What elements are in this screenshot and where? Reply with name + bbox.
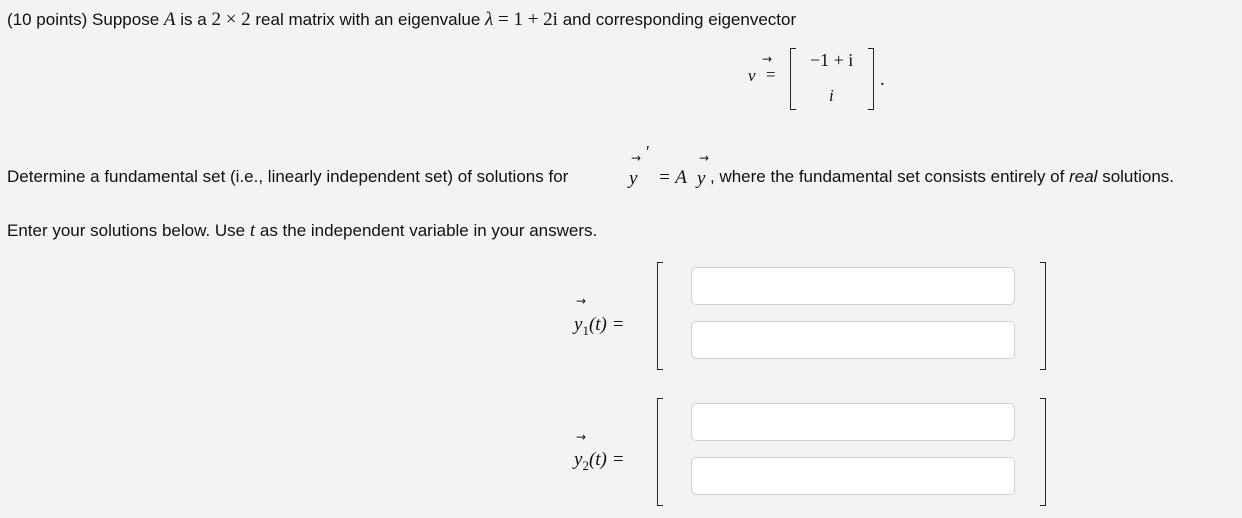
y2-arg: (t) = (588, 449, 625, 470)
y2-component-2-input[interactable] (691, 457, 1015, 495)
enter-suffix: as the independent variable in your answers. (259, 221, 598, 240)
matrix-dims: 2 × 2 (211, 9, 251, 30)
solutions-word: solutions. (1102, 167, 1175, 186)
y2-component-1-input[interactable] (691, 403, 1015, 441)
determine-prefix: Determine a fundamental set (i.e., linearly independent set) of solutions for (7, 167, 569, 186)
equals-sign: = (498, 9, 509, 30)
y1-component-1-input[interactable] (691, 267, 1015, 305)
right-bracket (868, 48, 874, 110)
vector-v: v (748, 66, 756, 85)
vector-top-entry: −1 + i (810, 50, 854, 70)
y2-symbol: y (574, 449, 583, 470)
eigenvalue: 1 + 2i (513, 9, 558, 30)
intro-prefix: (10 points) Suppose (7, 10, 160, 29)
determine-suffix: , where the fundamental set consists entirely of (710, 167, 1065, 186)
vector-arrow-icon: → (762, 52, 773, 66)
vector-arrow-icon: → (699, 151, 710, 165)
enter-prefix: Enter your solutions below. Use (7, 221, 246, 240)
problem-intro (7, 9, 796, 31)
real-word: real (1069, 167, 1098, 186)
y2-subscript: 2 (582, 457, 589, 473)
y1-label (574, 314, 624, 339)
y1-symbol: y (574, 314, 583, 335)
enter-instructions (7, 220, 597, 242)
intro-is-a: is a (180, 10, 207, 29)
y1-subscript: 1 (582, 322, 589, 338)
left-bracket (790, 48, 796, 110)
vector-arrow-icon: → (576, 430, 587, 444)
y-vector: y (697, 168, 706, 189)
t-variable: t (249, 220, 256, 241)
vector-arrow-icon: → (631, 151, 642, 165)
matrix-A: A (163, 9, 176, 30)
intro-middle: real matrix with an eigenvalue (255, 10, 481, 29)
y1-arg: (t) = (588, 314, 625, 335)
left-bracket (657, 262, 663, 370)
intro-suffix: and corresponding eigenvector (562, 10, 797, 29)
right-bracket (1040, 398, 1046, 506)
prime-mark: ′ (646, 142, 650, 161)
y-vector: y (629, 168, 638, 189)
vector-bottom-entry: i (829, 86, 834, 105)
determine-suffix-block (710, 167, 1174, 187)
equals-A: = A (658, 167, 687, 188)
vector-equals: = (766, 65, 776, 84)
right-bracket (1040, 262, 1046, 370)
y2-label (574, 449, 624, 474)
y1-component-2-input[interactable] (691, 321, 1015, 359)
period: . (880, 69, 885, 90)
left-bracket (657, 398, 663, 506)
determine-text (7, 167, 568, 187)
vector-arrow-icon: → (576, 294, 587, 308)
lambda-symbol: λ (485, 9, 494, 30)
